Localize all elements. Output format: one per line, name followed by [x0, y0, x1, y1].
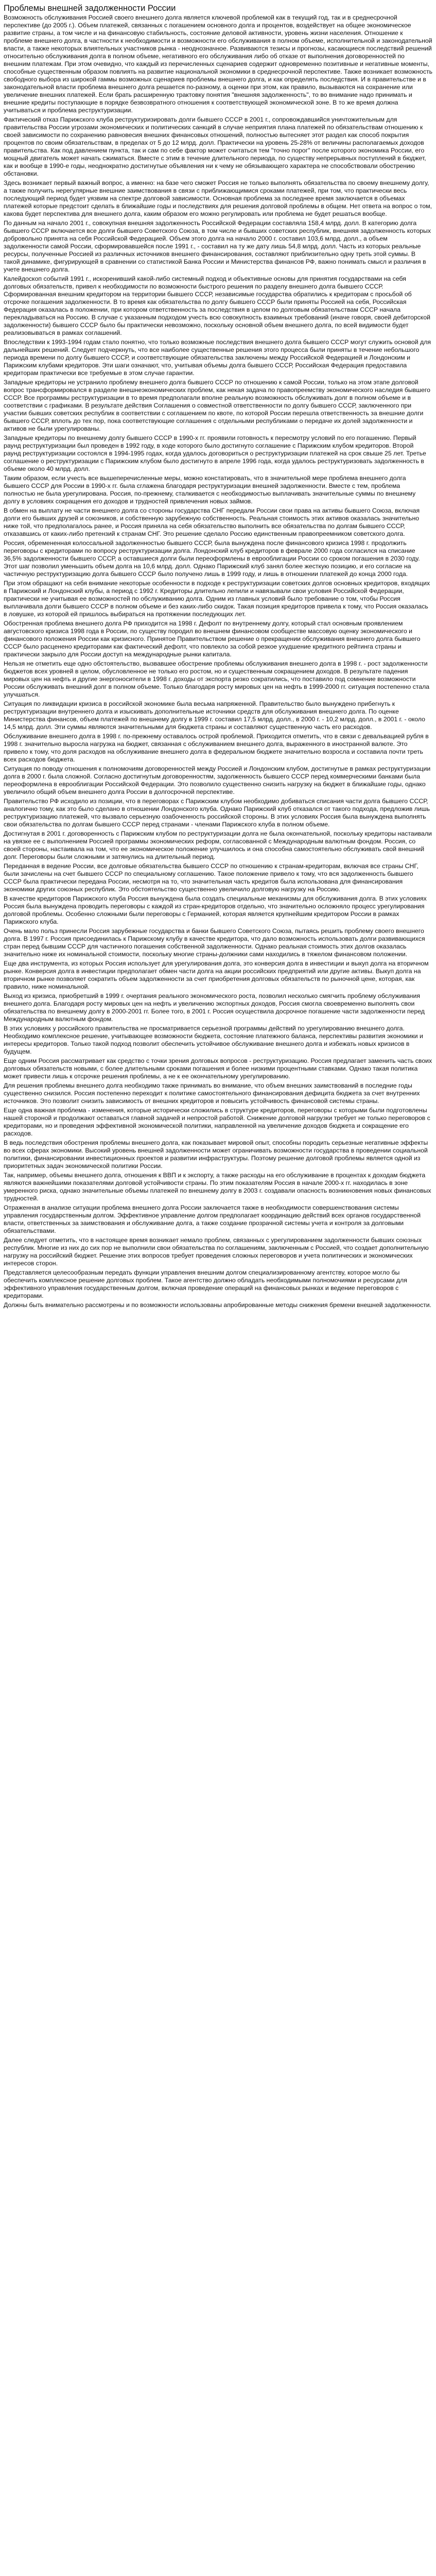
paragraph: Обостренная проблема внешнего долга РФ приходится на 1998 г. Дефолт по внутреннему долгу, который стал основным проявлением августовского кризиса 1998 года в России, по существу породил во внешнем финансовом сообществе массовую оценку экономического и финансового положения России как кризисного. Принятое Правительством решение о прекращении обслуживания внешнего долга бывшего СССР было расценено кредиторами как фактический дефолт, что повлекло за собой резкое ухудшение кредитного рейтинга страны и практически закрыло для России доступ на международные рынки капитала.: [4, 620, 421, 658]
paragraph: Далее следует отметить, что в настоящее время возникает немало проблем, связанных с урегулированием задолженности бывших союзных республик. Многие из них до сих пор не выполнили свои обязательства по соглашениям, заключенным с Россией, что создает дополнительную нагрузку на российский бюджет. Решение этих вопросов требует проведения сложных переговоров и учета политических и экономических интересов сторон.: [4, 1236, 429, 1267]
paragraph: Нельзя не отметить еще одно обстоятельство, вызвавшее обострение проблемы обслуживания внешнего долга в 1998 г. - рост задолженности бюджетов всех уровней в целом, обусловленное не только его ростом, но и существенным сокращением доходов. В результате падения мировых цен на нефть и другие энергоносители в 1998 г. доходы от экспорта резко сократились, что поставило под сомнение возможности России обслуживать внешний долг в полном объеме. Только благодаря росту мировых цен на нефть в 1999-2000 гг. ситуация постепенно стала улучшаться.: [4, 660, 430, 698]
paragraph: Выход из кризиса, приобретший в 1999 г. очертания реального экономического роста, позволил несколько смягчить проблему обслуживания внешнего долга. Благодаря росту мировых цен на нефть и увеличению экспортных доходов, Россия смогла своевременно выполнять свои обязательства по внешнему долгу в 2000-2001 гг. Более того, в 2001 г. Россия осуществила досрочное погашение части задолженности перед Международным валютным фондом.: [4, 992, 425, 1023]
page-title: Проблемы внешней задолженности России: [4, 4, 176, 13]
paragraph: Представляется целесообразным передать функции управления внешним долгом специализированному агентству, которое могло бы обеспечить комплексное решение долговых проблем. Такое агентство должно обладать необходимыми полномочиями и ресурсами для эффективного управления государственным долгом, включая проведение операций на финансовых рынках и ведение переговоров с кредиторами.: [4, 1269, 407, 1299]
paragraph: В ведь последствия обострения проблемы внешнего долга, как показывает мировой опыт, способны породить серьезные негативные эффекты во всех сферах экономики. Высокий уровень внешней задолженности может ограничивать возможности государства в проведении социальной политики, финансировании инвестиционных проектов и развитии инфраструктуры. Поэтому решение долговой проблемы является одной из приоритетных задач экономической политики России.: [4, 1139, 428, 1170]
paragraph: Фактический отказ Парижского клуба реструктуризировать долги бывшего СССР в 2001 г., сопровождавшийся уничтожительным для правительства России угрозами экономических и политических санкций в случае неприятия плана платежей по обязательствам отношению к своей зависимости по сохранению равновесия внешних финансовых отношений, полностью вытесняет этот раздел как способ покрытия процентов по своим обязательствам, в пределах от 5 до 12 млрд. долл. Практически на уровень 25-28% от величины располагаемых доходов правительства. Как под давлением пункта, так и сам по себе фактор может считаться тем "точно порог" после которого экономика России, его мощный двигатель может начать сжиматься. Вместе с этим в течение длительного периода, по существу непрерывных поступлений в бюджет, как и вообще в 1990-е годы, неоднократно достигнутые объявления ни к чему не обязывающего характера не способствовали обострению обстановки.: [4, 116, 426, 177]
article: [4, 3, 432, 1309]
paragraph: Еще одна важная проблема - изменения, которые исторически сложились в структуре кредиторов, переговоры с которыми были подготовлены нашей стороной и продолжают оставаться главной задачей и непростой работой. Снижение долговой нагрузки требует не только переговоров с кредиторами, но и проведения эффективной экономической политики, направленной на увеличение доходов бюджета и сокращение его расходов.: [4, 1107, 430, 1137]
paragraph: Для решения проблемы внешнего долга необходимо также принимать во внимание, что объем внешних заимствований в последние годы существенно снизился. Россия постепенно переходит к политике самостоятельного финансирования дефицита бюджета за счет внутренних источников. Это позволит снизить зависимость от внешних кредиторов и повысить устойчивость финансовой системы страны.: [4, 1082, 420, 1105]
paragraph: Достигнутая в 2001 г. договоренность с Парижским клубом по реструктуризации долга не была окончательной, поскольку кредиторы настаивали на увязке ее с выполнением Россией программы экономических реформ, согласованной с Международным валютным фондом. Россия, со своей стороны, настаивала на том, что ее экономическое положение улучшилось и она способна самостоятельно обслуживать свой внешний долг. Переговоры были сложными и затянулись на длительный период.: [4, 830, 432, 860]
paragraph: Еще одним Россия рассматривает как средство с точки зрения долговых вопросов - реструктуризацию. Россия предлагает заменить часть своих долговых обязательств новыми, с более длительными сроками погашения и более низкими процентными ставками. Однако такая политика может привести лишь к отсрочке решения проблемы, а не к ее окончательному урегулированию.: [4, 1057, 432, 1080]
paragraph: Очень мало польз принесли Россия зарубежные государства и банки бывшего Советского Союза, пытаясь решить проблему своего внешнего долга. В 1997 г. Россия присоединилась к Парижскому клубу в качестве кредитора, что дало возможность использовать долги развивающихся стран перед бывшим СССР для частичного погашения собственной задолженности. Однако реальная стоимость этих долгов оказалась значительно ниже их номинальной стоимости, поскольку многие страны-должники сами находились в тяжелом финансовом положении.: [4, 927, 425, 958]
paragraph: Ситуация по ликвидации кризиса в российской экономике была весьма напряженной. Правительство было вынуждено прибегнуть к реструктуризации внутреннего долга и изыскивать дополнительные источники средств для обслуживания внешнего долга. По оценке Министерства финансов, объем платежей по внешнему долгу в 1999 г. составил 17,5 млрд. долл., в 2000 г. - 10,2 млрд. долл., в 2001 г. - около 14,5 млрд. долл. Эти суммы являются значительными для бюджета страны и составляют существенную часть его расходов.: [4, 700, 426, 731]
paragraph: Обслуживание внешнего долга в 1998 г. по-прежнему оставалось острой проблемой. Приходится отметить, что в связи с девальвацией рубля в 1998 г. значительно выросла нагрузка на бюджет, связанная с обслуживанием внешнего долга, выраженного в иностранной валюте. Это привело к тому, что доля расходов на обслуживание внешнего долга в федеральном бюджете значительно возросла и составила почти треть всех расходов бюджета.: [4, 733, 429, 763]
paragraph: Так, например, объемы внешнего долга, отношения к ВВП и к экспорту, а также расходы на его обслуживание в процентах к доходам бюджета являются важнейшими показателями долговой устойчивости страны. По этим показателям Россия в начале 2000-х гг. находилась в зоне умеренного риска, однако значительные объемы платежей по внешнему долгу в 2003 г. создавали опасность возникновения новых финансовых трудностей.: [4, 1172, 431, 1202]
paragraph: Переданная в ведение России, все долговые обязательства бывшего СССР по отношению к странам-кредиторам, включая все страны СНГ, были зачислены на счет бывшего СССР по специальному соглашению. Такое положение привело к тому, что вся задолженность бывшего СССР была практически передана России, несмотря на то, что значительная часть кредитов была использована для финансирования экономики других союзных республик. Это обстоятельство существенно увеличило долговую нагрузку на Россию.: [4, 862, 418, 893]
paragraph: Возможность обслуживания Россией своего внешнего долга является ключевой проблемой как в текущий год, так и в среднесрочной перспективе (до 2005 г.). Объем платежей, связанных с погашением основного долга и процентов, воздействует на общее экономическое развитие страны, а том числе и на финансовую стабильность, состояние деловой активности, уровень жизни населения. Отношение к проблеме внешнего долга, в частности к необходимости и возможности его обслуживания в полном объеме, исполнительной и законодательной власти, а также некоторых влиятельных участников рынка - неоднозначное. Развиваются тезисы и прогнозы, касающиеся последствий решений относительно обслуживания долга в полном объеме, негативного его обслуживания либо об отказе от выполнения договоренностей по внешним платежам. При этом очевидно, что каждый из перечисленных сценариев содержит одновременно позитивные и негативные моменты, способные существенным образом повлиять на развитие национальной экономики в среднесрочной перспективе. Также возникает возможность свободного выбора из широкой гаммы возможных сценариев проблемы внешнего долга, и как определять последствия. И в правительстве и в законодательной власти проблема внешнего долга решается по-разному, а оценки при этом, как правило, вызываются на сохранение или увеличение внешних платежей. Если брать расширенную трактовку понятия "внешняя задолженность", то во внимание надо принимать и внешние кредиты поступающие в порядке безвозвратного отношения к соответствующей экономической зоне. В то же время должна учитываться и проблема реструктуризации.: [4, 14, 433, 114]
paragraph: Впоследствии к 1993-1994 годам стало понятно, что только возможные последствия внешнего долга бывшего СССР могут служить основой для дальнейших решений. Следует подчеркнуть, что все наиболее существенные решения этого процесса были приняты в течение небольшого периода времени по долгу бывшего СССР, и соответствующие обязательства заключены между Российской Федерацией и Лондонским и Парижским клубами кредиторов. Эти шаги означают, что, учитывая объемы долга бывшего СССР, Российская Федерация предоставила кредиторам практически все требуемые в этом случае гарантии.: [4, 338, 431, 377]
paragraph: В этих условиях у российского правительства не просматривается серьезной программы действий по урегулированию внешнего долга. Необходимо комплексное решение, учитывающее возможности бюджета, состояние платежного баланса, перспективы развития экономики и интересы кредиторов. Только такой подход позволит обеспечить устойчивое обслуживание внешнего долга и избежать новых кризисов в будущем.: [4, 1025, 423, 1055]
paragraph: Западные кредиторы по внешнему долгу бывшего СССР в 1990-х гг. проявили готовность к пересмотру условий по его погашению. Первый раунд реструктуризации был проведен в 1992 году, в ходе которого было достигнуто соглашение с Парижским клубом кредиторов. Второй раунд реструктуризации состоялся в 1994-1995 годах, когда удалось договориться о реструктуризации платежей на срок свыше 25 лет. Третье соглашение о реструктуризации с Парижским клубом было достигнуто в апреле 1996 года, когда удалось реструктуризовать задолженность в объеме около 40 млрд. долл.: [4, 434, 426, 472]
paragraph: Отраженная в анализе ситуации проблема внешнего долга России заключается также в необходимости совершенствования системы управления государственным долгом. Эффективное управление долгом предполагает координацию действий всех органов государственной власти, ответственных за заимствования и обслуживание долга, а также создание прозрачной системы учета и контроля за долговыми обязательствами.: [4, 1204, 421, 1234]
paragraph: Должны быть внимательно рассмотрены и по возможности использованы апробированные методы снижения бремени внешней задолженности.: [4, 1301, 432, 1309]
paragraph: В обмен на выплату не части внешнего долга со стороны государства СНГ передали России свои права на активы бывшего Союза, включая долги его бывших друзей и союзников, и собственную зарубежную собственность. Реальная стоимость этих активов оказалась значительно ниже той, что предполагалось ранее, и Россия приняла на себя обязательство выполнить все обязательства по долгам бывшего СССР, отказавшись от каких-либо претензий к странам СНГ. Это решение сделало Россию единственным правопреемником советского долга.: [4, 507, 420, 537]
paragraph: Здесь возникает первый важный вопрос, а именно: на базе чего сможет Россия не только выполнять обязательства по своему внешнему долгу, а также получить нерегулярные внешние заимствования в связи с приближающимися сроками платежей, при том, что практически весь последующий период будет уязвим на спектре долговой зависимости. Основная проблема за последнее время заключается в объемах платежей которые предстоит сделать в ближайшие годы и последствиях для решения долговой проблемы в общем. Нет ответа на вопрос о том, какова будет перспектива для внешнего долга, каким образом его можно регулировать или проблема не будет решаться вообще.: [4, 179, 432, 217]
paragraph: Таким образом, если учесть все вышеперечисленные меры, можно констатировать, что в значительной мере проблема внешнего долга бывшего СССР для России в 1990-х гг. была сглажена благодаря реструктуризации внешней задолженности. Вместе с тем, проблема полностью не была урегулирована. Россия, по-прежнему, сталкивается с необходимостью выплачивать значительные суммы по внешнему долгу в условиях сокращения его доходов и трудностей привлечения новых займов.: [4, 474, 416, 505]
paragraph: Калейдоскоп событий 1991 г., искоренивший какой-либо системный подход и объективные основы для принятия государствами на себя долговых обязательств, привел к необходимости по возможности быстрого решения по разделу внешнего долга бывшего СССР. Сформированная внешним кредитором на территории бывшего СССР, независимые государства обратились к кредиторам с просьбой об отсрочке погашения задолженности. В то время как обязательства по долгу бывшего СССР были приняты Россией на себя, Российская Федерация оказалась в положении, при котором ответственность за последствия в целом по долговым обязательствам СССР начала перекладываться на Россию. В случае с указанным подходом учесть всю совокупность взаимных требований (иначе говоря, своей дебиторской задолженности) бывшего СССР было бы практически невозможно, поскольку основной объем внешнего долга, по всей видимости будет реализовываться в рамках соглашений.: [4, 275, 431, 336]
paragraph: Еще два инструмента, из которых Россия использует для урегулирования долга, это конверсия долга в инвестиции и выкуп долга на вторичном рынке. Конверсия долга в инвестиции предполагает обмен части долга на акции российских предприятий или другие активы. Выкуп долга на вторичном рынке позволяет сократить объем задолженности за счет приобретения долговых обязательств по рыночной цене, которая, как правило, ниже номинальной.: [4, 960, 429, 990]
paragraph: Ситуация по поводу отношения к полномочиям договоренностей между Россией и Лондонским клубом, достигнутые в рамках реструктуризации долга в 2000 г. была сложной. Согласно достигнутым договоренностям, задолженность бывшего СССР перед коммерческими банками была переоформлена в еврооблигации Российской Федерации. Это позволило существенно снизить нагрузку на бюджет в ближайшие годы, однако увеличило общий объем внешнего долга России в долгосрочной перспективе.: [4, 765, 431, 795]
paragraph: По данным на начало 2001 г., совокупная внешняя задолженность Российской Федерации составляла 158,4 млрд. долл. В категорию долга бывшего СССР включается все долги бывшего Советского Союза, в том числе и бывших советских республик, внешняя задолженность которых добровольно принята на себя Российской Федерацией. Объем этого долга на начало 2000 г. составил 103,6 млрд. долл., а объем задолженности самой России, сформировавшейся после 1991 г., - составил на ту же дату лишь 54,8 млрд. долл. Часть из которых реальные ресурсы, полученные Россией из различных источников внешнего финансирования, составляют приблизительно одну треть этой суммы. В такой динамике, фигурирующей в сравнении со статистикой Банка России и Министерства финансов РФ, важно понимать смысл и различия в учете внешнего долга.: [4, 219, 431, 273]
paragraph: Западные кредиторы не устранило проблему внешнего долга бывшего СССР по отношению к самой России, только на этом этапе долговой вопрос трансформировался в разделе внешнеэкономических проблем, как некая задача по правопреемству экономического наследия бывшего СССР. Все программы реструктуризации в то время предполагали вполне реальную возможность обслуживать долг в полном объеме и в соответствии с графиками. В результате действия Соглашения о совместной ответственности по долгу бывшего СССР, заключенного при участии бывших советских республик в соответствии с соглашением по квоте, по которой России перешла ответственность за внешние долги бывшего СССР, вплоть до тех пор, пока соответствующие соглашения с отдельными республиками о передаче их долей задолженности и активов не были урегулированы.: [4, 379, 430, 432]
paragraph: В качестве кредиторов Парижского клуба Россия вынуждена была создать специальные механизмы для обслуживания долга. В этих условиях Россия была вынуждена проводить переговоры с каждой из стран-кредиторов отдельно, что значительно осложняло процесс урегулирования долговой проблемы. Особенно сложными были переговоры с Германией, которая является крупнейшим кредитором России в рамках Парижского клуба.: [4, 895, 427, 925]
paragraph: Россия, обремененная колоссальной задолженностью бывшего СССР, была вынуждена после финансового кризиса 1998 г. продолжить переговоры с кредиторами по вопросу реструктуризации долга. Лондонский клуб кредиторов в феврале 2000 года согласился на списание 36,5% задолженности бывшего СССР, а оставшиеся долги были переоформлены в еврооблигации России со сроком погашения в 2030 году. Этот шаг позволил уменьшить объем долга на 10,6 млрд. долл. Однако Парижский клуб занял более жесткую позицию, и его согласие на частичную реструктуризацию долга бывшего СССР было получено лишь в 1999 году, и лишь в отношении платежей до конца 2000 года.: [4, 539, 420, 578]
paragraph: При этом обращают на себя внимание некоторые особенности в подходе к реструктуризации советских долгов основных кредиторов, входящих в Парижский и Лондонский клубы, а период с 1992 г. Кредиторы длительно лепили и навязывали свои условия Российской Федерации, практически не учитывая ее возможностей по обслуживанию долга. Одним из главных условий было требование о том, чтобы Россия выплачивала долги бывшего СССР в полном объеме и без каких-либо скидок. Такая позиция кредиторов привела к тому, что Россия оказалась в ловушке, из которой ей пришлось выбираться на протяжении последующих лет.: [4, 580, 430, 618]
paragraph: Правительство РФ исходило из позиции, что в переговорах с Парижским клубом необходимо добиваться списания части долга бывшего СССР, аналогично тому, как это было сделано в отношении Лондонского клуба. Однако Парижский клуб отказался от такого подхода, предложив лишь реструктуризацию платежей, что вызвало серьезную озабоченность российской стороны. В этих условиях Россия была вынуждена выполнять свои обязательства по долгам бывшего СССР перед странами - членами Парижского клуба в полном объеме.: [4, 798, 430, 828]
article-body: [4, 14, 432, 1309]
